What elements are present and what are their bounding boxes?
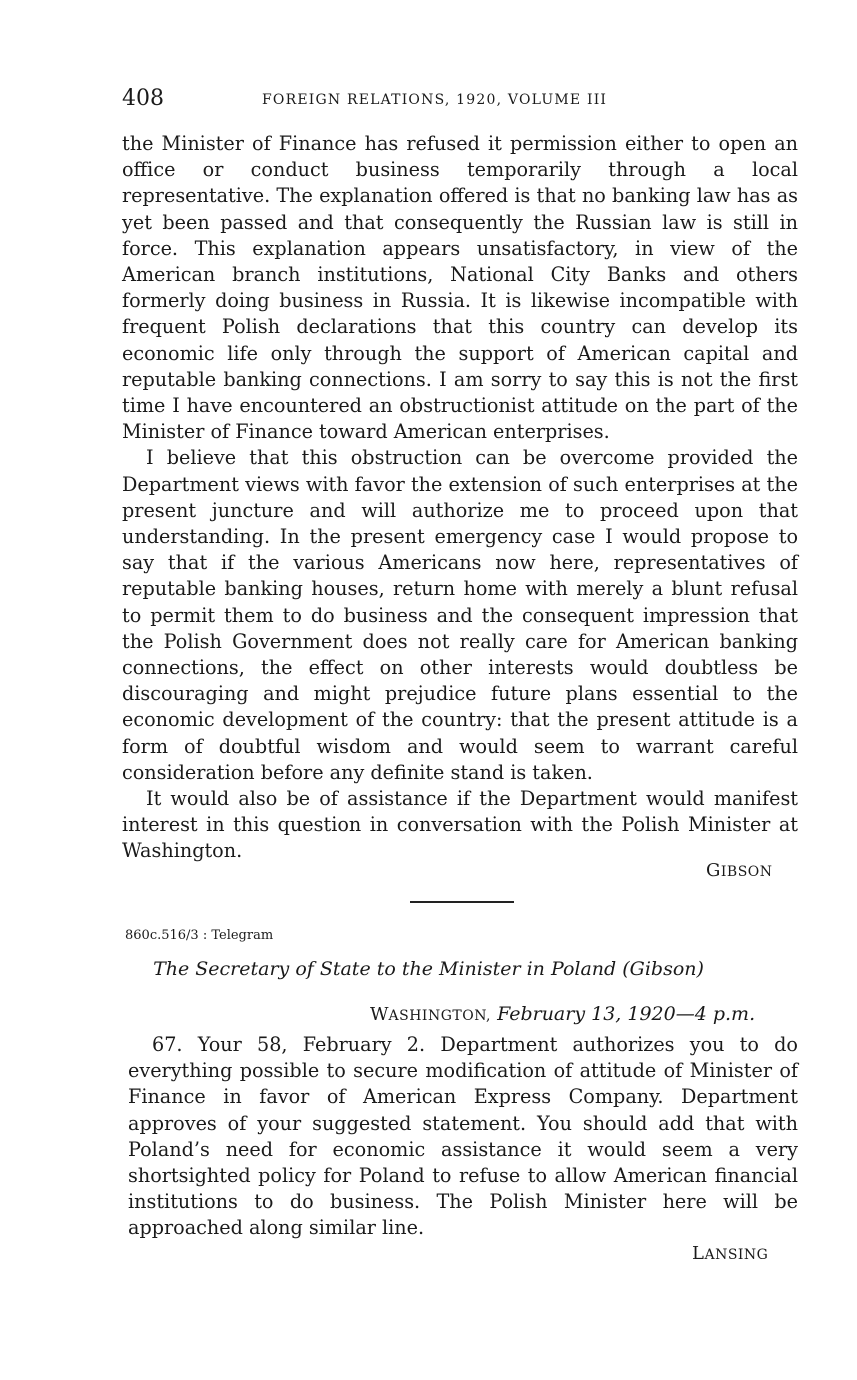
page-header xyxy=(122,86,802,116)
paragraph: It would also be of assistance if the Department would manifest interest in this question in conversation with the Polish Minister at Washington. xyxy=(122,787,798,863)
paragraph: 67. Your 58, February 2. Department authorizes you to do everything possible to secure modification of attitude of Minister of Finance in favor of American Express Company. Department approves of your suggested statement. You should add that with Poland’s need for economic assistance it would seem a very shortsighted policy for Poland to refuse to allow American financial institutions to do business. The Polish Minister here will be approached along similar line. xyxy=(128,1033,798,1240)
dateline: WASHINGTON, February 13, 1920—4 p.m. xyxy=(370,1003,756,1025)
paragraph-continued: the Minister of Finance has refused it permission either to open an office or conduct business temporarily through a local representative. The explanation offered is that no banking law has as yet been passed and that consequently the Russian law is still in force. This explanation appears unsatisfactory, in view of the American branch institutions, National City Banks and others formerly doing business in Russia. It is likewise incompatible with frequent Polish declarations that this country can develop its economic life only through the support of American capital and reputable banking connections. I am sorry to say this is not the first time I have encountered an obstructionist attitude on the part of the Minister of Finance toward American enterprises. xyxy=(122,132,798,444)
letter-body xyxy=(122,131,798,865)
signature-gibson: GIBSON xyxy=(706,860,773,881)
page-number: 408 xyxy=(122,86,164,111)
running-head: FOREIGN RELATIONS, 1920, VOLUME III xyxy=(262,92,608,108)
paragraph: I believe that this obstruction can be overcome provided the Department views with favor the extension of such enterprises at the present juncture and will authorize me to proceed upon that understanding. In the present emergency case I would propose to say that if the various Americans now here, representatives of reputable banking houses, return home with merely a blunt refusal to permit them to do business and the consequent impression that the Polish Government does not really care for American banking connections, the effect on other interests would doubtless be discouraging and might prejudice future plans essential to the economic development of the country: that the present attitude is a form of doubtful wisdom and would seem to warrant careful consideration before any definite stand is taken. xyxy=(122,446,798,784)
dateline-date: February 13, 1920—4 p.m. xyxy=(497,1003,756,1025)
signature-lansing: LANSING xyxy=(692,1243,769,1264)
file-reference: 860c.516/3 : Telegram xyxy=(125,928,274,943)
telegram-body xyxy=(128,1032,798,1242)
section-divider xyxy=(410,901,514,903)
document-title: The Secretary of State to the Minister in Poland (Gibson) xyxy=(153,958,704,980)
